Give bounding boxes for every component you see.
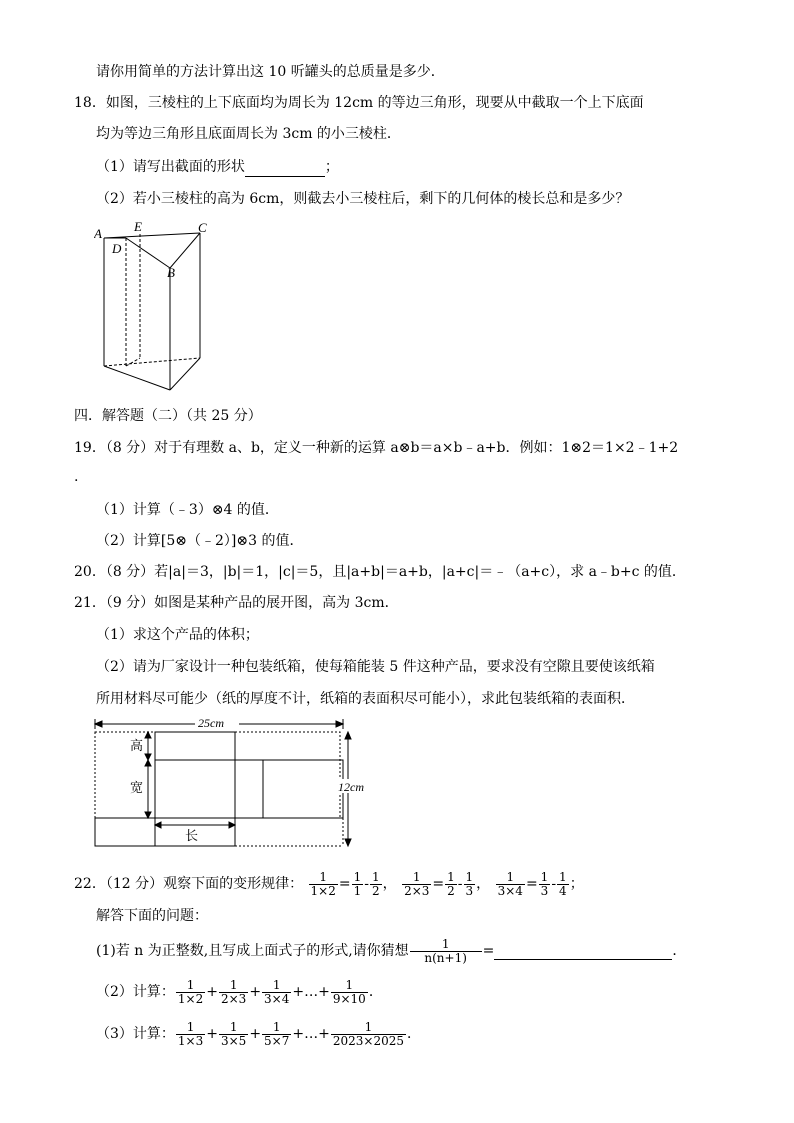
net-back-face <box>263 760 343 818</box>
q18-line2: 均为等边三角形且底面周长为 3cm 的小三棱柱． <box>96 126 401 142</box>
q19-part1: （1）计算（﹣3）⊗4 的值． <box>96 502 279 518</box>
prism-edge-ac <box>104 233 200 238</box>
q19-line1b: . <box>74 469 79 485</box>
q18-part1-end: ； <box>324 159 339 175</box>
prism-edge-bottom-front <box>104 366 170 390</box>
prism-hidden-back <box>104 358 200 366</box>
label-c: C <box>198 220 207 235</box>
q19-line1: 19．（8 分）对于有理数 a、b，定义一种新的运算 a⊗b＝a×b﹣a+b．例如：1⊗2＝1×2﹣1+2 <box>74 440 679 456</box>
q18-part2: （2）若小三棱柱的高为 6cm，则截去小三棱柱后，剩下的几何体的棱长总和是多少？ <box>96 191 630 207</box>
q22-part3: （3）计算： $\frac{1}{1\times 3}$ + $\frac{1}{3\times 5}$ + $\frac{1}{5\times 7}$ +…+ $\frac{1}{2023\times 2025}$ ． <box>96 1019 421 1048</box>
intro-line: 请你用简单的方法计算出这 10 听罐头的总质量是多少． <box>96 64 445 80</box>
net-top-face <box>155 732 235 760</box>
prism-figure <box>94 218 224 398</box>
net-flap-left <box>95 818 155 846</box>
q18-line1: 18．如图，三棱柱的上下底面均为周长为 12cm 的等边三角形，现要从中截取一个上下底面 <box>74 95 644 111</box>
dim-25cm: 25cm <box>198 716 224 730</box>
q18-part1 <box>96 157 339 177</box>
q20-text: 20．（8 分）若|a|＝3，|b|＝1，|c|＝5，且|a+b|＝a+b，|a+c|＝﹣（a+c），求 a﹣b+c 的值． <box>74 564 686 580</box>
dim-12cm: 12cm <box>338 780 364 794</box>
q19-part2: （2）计算[5⊗（﹣2）]⊗3 的值． <box>96 533 304 549</box>
q22-part1: (1)若 n 为正整数,且写成上面式子的形式,请你猜想 $\frac{1}{n(n+1)}$ = ． <box>96 936 687 965</box>
q22-part2-text: （2）计算： <box>96 984 175 1000</box>
q21-part1: （1）求这个产品的体积； <box>96 627 259 643</box>
q22-head-text: 22．（12 分）观察下面的变形规律： <box>74 876 304 892</box>
q22-answer-below: 解答下面的问题： <box>96 908 208 924</box>
answer-blank <box>494 943 672 960</box>
prism-edge-cb <box>170 233 200 268</box>
q22-example-2: $\frac{1}{2\times 3}$ = $\frac{1}{2}$ - $\frac{1}{3}$ ， <box>404 869 491 898</box>
q22-example-3: $\frac{1}{3\times 4}$ = $\frac{1}{3}$ - $\frac{1}{4}$ ； <box>497 869 584 898</box>
prism-edge-db <box>126 238 170 268</box>
q22-part1-text: (1)若 n 为正整数,且写成上面式子的形式,请你猜想 <box>96 943 409 959</box>
label-chang: 长 <box>185 828 199 843</box>
q22-example-1: $\frac{1}{1\times 2}$ = $\frac{1}{1}$ - $\frac{1}{2}$ ， <box>310 869 397 898</box>
q21-part2a: （2）请为厂家设计一种包装纸箱，使每箱能装 5 件这种产品，要求没有空隙且要使该纸箱 <box>96 659 655 675</box>
prism-hidden-cut <box>126 358 140 366</box>
label-kuan: 宽 <box>130 780 144 795</box>
label-a: A <box>94 226 102 241</box>
q22-part3-text: （3）计算： <box>96 1026 175 1042</box>
q22-part2: （2）计算： $\frac{1}{1\times 2}$ + $\frac{1}{2\times 3}$ + $\frac{1}{3\times 4}$ +…+ $\frac{1}{9\times 10}$ ． <box>96 977 383 1006</box>
label-gao: 高 <box>130 738 144 753</box>
section-heading: 四．解答题（二）（共 25 分） <box>74 408 262 424</box>
q21-line1: 21．（9 分）如图是某种产品的展开图，高为 3cm． <box>74 595 399 611</box>
label-e: E <box>134 219 142 234</box>
prism-edge-bottom-right <box>170 358 200 390</box>
label-d: D <box>112 241 122 256</box>
q22-head <box>74 866 584 902</box>
net-side-face-right <box>235 760 263 818</box>
answer-blank <box>245 160 325 177</box>
label-b: B <box>167 265 175 280</box>
q21-part2b: 所用材料尽可能少（纸的厚度不计，纸箱的表面积尽可能小），求此包装纸箱的表面积． <box>96 691 635 707</box>
q18-part1-text: （1）请写出截面的形状 <box>96 159 245 175</box>
net-base-face <box>155 760 235 818</box>
net-figure <box>90 712 380 854</box>
